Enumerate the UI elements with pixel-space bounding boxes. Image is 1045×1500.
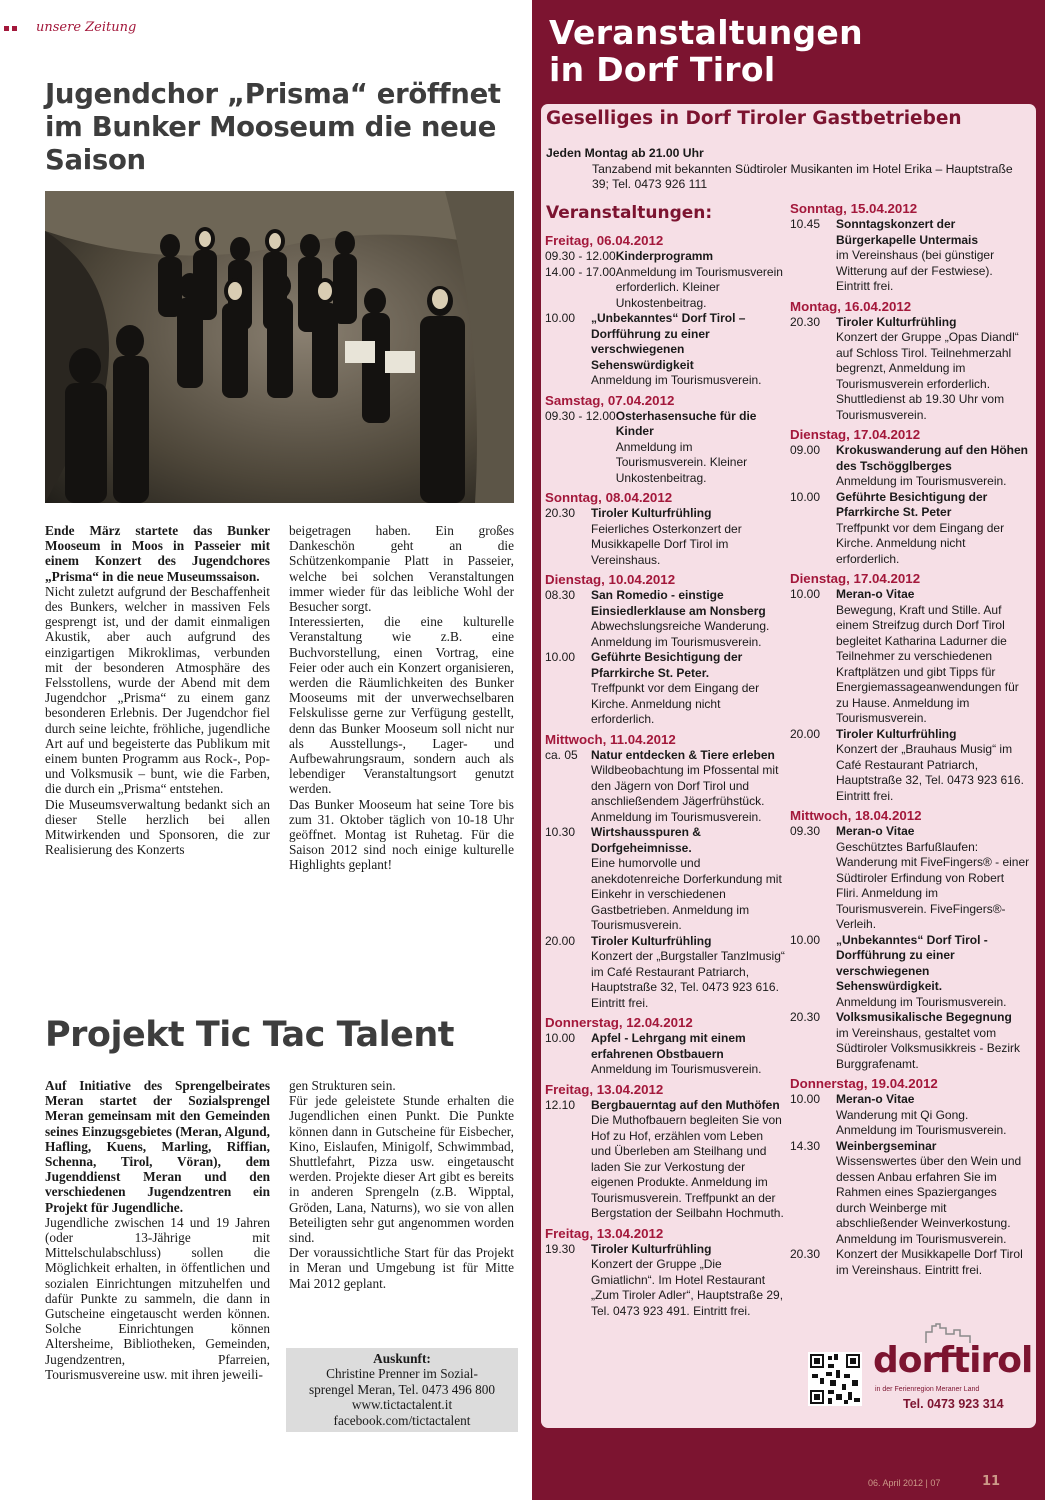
event-body: [591, 825, 785, 934]
logo-subtitle: in der Ferienregion Meraner Land: [875, 1386, 980, 1393]
event-title: „Unbekanntes“ Dorf Tirol - Dorfführung zu einer verschwiegenen Sehenswürdigkeit.: [836, 932, 988, 993]
choir-photo-illustration: [45, 191, 514, 503]
event-body: [591, 1031, 785, 1078]
event-description: Anmeldung im Tourismusverein. Kleiner Unkostenbeitrag.: [615, 439, 748, 485]
event-time: 10.00: [790, 489, 821, 504]
event-title: Tiroler Kulturfrühling: [836, 726, 957, 741]
event-description: Anmeldung im Tourismusverein.: [591, 1062, 762, 1076]
event-day-label: Freitag, 13.04.2012: [545, 1081, 664, 1097]
event-body: [836, 490, 1030, 568]
event-title: „Unbekanntes“ Dorf Tirol – Dorfführung zu einer verschwiegenen Sehenswürdigkeit: [591, 311, 746, 372]
event-day: [545, 1082, 785, 1222]
event-title: Geführte Besichtigung der Pfarrkirche St. Peter.: [591, 650, 743, 680]
events-column-right: [790, 201, 1030, 1278]
events-title-line2: in Dorf Tirol: [549, 50, 776, 89]
qr-code-icon[interactable]: [808, 1352, 862, 1406]
event-body: [591, 1098, 785, 1222]
header-marks: [4, 26, 17, 31]
event-body: [836, 443, 1030, 490]
event-time: 12.10: [545, 1097, 576, 1112]
info-line2: sprengel Meran, Tel. 0473 496 800: [308, 1381, 496, 1397]
event-body: [591, 748, 785, 826]
event-time: 10.00: [790, 587, 821, 601]
event-day-label: Dienstag, 10.04.2012: [545, 572, 676, 587]
event-body: [836, 824, 1030, 933]
event-title: Natur entdecken & Tiere erleben: [591, 747, 775, 762]
event-day: [790, 571, 1030, 804]
article1-column1: [45, 523, 270, 857]
brand-logo: unsere Zeitung: [36, 20, 137, 35]
event-time: 20.00: [790, 726, 821, 741]
event-title: Osterhasensuche für die Kinder: [615, 408, 757, 438]
event-time: 10.30: [545, 825, 576, 839]
info-website[interactable]: www.tictactalent.it: [351, 1397, 453, 1413]
article2-lead: Auf Initiative des Sprengelbeirates Meran startet der Sozialsprengel Meran gemeinsam mit den Gemeinden seines Einzugsgebietes (Meran, Algund, Hafling, Kuens, Marling, Riffian, Schenna, Tirol, Vöran), dem Jugenddienst Meran und den verschiedenen Jugendzentren ein Projekt für Jugendliche.: [45, 1078, 270, 1215]
article2-paragraph3: Für jede geleistete Stunde erhalten die Jugendlichen einen Punkt. Die Punkte können dann in Gutscheine für Eisbecher, Kino, Eislaufen, Minigolf, Schwimmbad, Shuttlefahrt, Pizza usw. eingetauscht werden. Projekte dieser Art gibt es bereits in anderen Sprengeln (z.B. Wipptal, Gröden, Lana, Naturns), wo sie von allen Beteiligten sehr gut angenommen worden sind.: [289, 1093, 514, 1246]
article2-column1: [45, 1078, 270, 1382]
event-item: [545, 265, 785, 312]
event-time: 09.00: [790, 443, 821, 457]
event-description: Anmeldung im Tourismusverein.: [836, 474, 1007, 488]
event-time: 19.30: [545, 1241, 576, 1256]
event-item: [545, 1098, 785, 1222]
event-description: Wanderung mit Qi Gong. Anmeldung im Tourismusverein.: [836, 1107, 1007, 1137]
event-item: [790, 727, 1030, 805]
event-day-label: Sonntag, 15.04.2012: [790, 201, 918, 216]
event-title: San Romedio - einstige Einsiedlerklause am Nonsberg: [591, 588, 766, 618]
event-item: [545, 1242, 785, 1320]
event-body: [836, 933, 1030, 1011]
event-day: [790, 299, 1030, 424]
event-day-label: Mittwoch, 11.04.2012: [545, 731, 676, 747]
event-time: 14.00 - 17.00: [545, 264, 616, 279]
event-title: Apfel - Lehrgang mit einem erfahrenen Obstbauern: [591, 1031, 746, 1061]
event-description: Konzert der Gruppe „Die Gmiatlichn“. Im Hotel Restaurant „Zum Tiroler Adler“, Hauptstraße 29, Tel. 0473 923 491. Eintritt frei.: [591, 1257, 784, 1318]
event-item: [545, 311, 785, 389]
event-body: [591, 588, 785, 650]
event-item: [790, 1092, 1030, 1139]
event-time: 20.30: [790, 314, 821, 329]
event-item: [545, 934, 785, 1012]
events-box-title: Geselliges in Dorf Tiroler Gastbetrieben: [546, 108, 962, 129]
event-time: 10.00: [545, 650, 576, 664]
event-time: 10.00: [790, 932, 821, 947]
event-body: [591, 1242, 785, 1320]
event-item: [790, 217, 1030, 295]
event-time: 20.30: [545, 506, 576, 520]
dorftirol-logo: dorftirol: [873, 1340, 1033, 1381]
event-item: [790, 587, 1030, 727]
event-time: 20.30: [790, 1010, 821, 1024]
event-title: Wirtshausspuren & Dorfgeheimnisse.: [591, 825, 701, 855]
event-day-label: Montag, 16.04.2012: [790, 298, 912, 314]
event-day: [545, 1015, 785, 1078]
event-item: [790, 315, 1030, 424]
event-day-label: Freitag, 13.04.2012: [545, 1225, 664, 1241]
event-description: Die Muthofbauern begleiten Sie von Hof zu Hof, erzählen vom Leben und Überleben am Steilhang und laden Sie zur Verkostung der eigenen Produkte. Anmeldung im Tourismusverein. Treffpunkt an der Bergstation der Seilbahn Hochmuth.: [591, 1113, 784, 1220]
event-description: Konzert der „Burgstaller Tanzlmusig“ im Café Restaurant Patriarch, Hauptstraße 32, Tel. 0473 923 616. Eintritt frei.: [591, 949, 785, 1010]
event-description: Bewegung, Kraft und Stille. Auf einem Streifzug durch Dorf Tirol begleitet Katharina Ladurner die Teilnehmer zu verschiedenen Kraftplätzen und gibt Tipps für Energiemassageanwendungen für zu Hause. Anmeldung im Tourismusverein.: [836, 602, 1019, 725]
event-item: [545, 249, 785, 265]
event-day-label: Dienstag, 17.04.2012: [790, 571, 921, 586]
event-time: 10.00: [545, 311, 576, 325]
event-title: Sonntagskonzert der Bürgerkapelle Untermais: [836, 217, 979, 247]
event-day-label: Donnerstag, 12.04.2012: [545, 1015, 693, 1030]
event-time: 08.30: [545, 588, 576, 602]
info-facebook[interactable]: facebook.com/tictactalent: [333, 1412, 471, 1428]
event-day-label: Sonntag, 08.04.2012: [545, 490, 673, 505]
event-description: Wissenswertes über den Wein und dessen Anbau erfahren Sie im Rahmen eines Spazierganges durch Weinberge mit abschließender Weinverkostung. Anmeldung im Tourismusverein.: [836, 1154, 1022, 1246]
article1-paragraph1: Nicht zuletzt aufgrund der Beschaffenheit des Bunkers, welcher in massiven Fels gesprengt ist, und der damit einmaligen Akustik, aber auch aufgrund des einzigartigen Mikroklimas, verbunden mit der besonderen Atmosphäre des Felsstollens, wurde der Abend mit dem Jugendchor „Prisma“ zu einem ganz besonderen Erlebnis. Der Jugendchor fiel durch seine leichte, fröhliche, jugendliche Art auf und begeisterte das Publikum mit einem bunten Programm aus Rock-, Pop- und Volksmusik – bunt, wie die Farben, die durch ein „Prisma“ entstehen.: [45, 583, 270, 797]
page-number: 11: [982, 1474, 1001, 1489]
event-day-label: Dienstag, 17.04.2012: [790, 427, 921, 442]
event-title: Tiroler Kulturfrühling: [591, 506, 712, 520]
event-title: Meran-o Vitae: [836, 824, 915, 838]
event-description: Anmeldung im Tourismusverein.: [591, 373, 762, 387]
info-line1: Christine Prenner im Sozial-: [326, 1366, 478, 1382]
event-item: [790, 1247, 1030, 1278]
event-time: ca. 05: [545, 747, 578, 762]
event-time: 10.45: [790, 217, 821, 231]
event-body: [836, 1010, 1030, 1072]
event-day: [545, 1226, 785, 1320]
article1-paragraph4: Interessierten, die eine kulturelle Veranstaltung wie z.B. eine Buchvorstellung, einen Vortrag, eine Feier oder auch ein Konzert organisieren, werden die Räumlichkeiten des Bunker Mooseums mit der unverwechselbaren Felskulisse gerne zur Verfügung gestellt, denn das Bunker Mooseum soll nicht nur als Ausstellungs-, Lager- und Aufbewahrungsraum, sondern auch als lebendiger Veranstaltungsort genutzt werden.: [289, 614, 514, 797]
event-time: 14.30: [790, 1138, 821, 1153]
event-description: Abwechslungsreiche Wanderung. Anmeldung im Tourismusverein.: [591, 619, 770, 649]
info-heading: Auskunft:: [373, 1351, 431, 1366]
event-time: 20.00: [545, 933, 576, 948]
event-body: [616, 409, 785, 487]
events-title: [549, 14, 863, 88]
event-time: 09.30 - 12.00: [545, 249, 616, 263]
article1-paragraph3: beigetragen haben. Ein großes Dankeschön geht an die Schützenkompanie Platt in Passeier, welche bei solchen Veranstaltungen immer wieder für das leibliche Wohl der Besucher sorgt.: [289, 523, 514, 615]
event-item: [790, 1139, 1030, 1248]
event-day: [545, 393, 785, 487]
event-description: Anmeldung im Tourismusverein erforderlich. Kleiner Unkostenbeitrag.: [615, 264, 783, 310]
event-title: Meran-o Vitae: [836, 1092, 915, 1106]
event-title: Tiroler Kulturfrühling: [836, 314, 957, 329]
event-description: im Vereinshaus (bei günstiger Witterung auf der Festwiese). Eintritt frei.: [836, 248, 995, 293]
event-item: [545, 1031, 785, 1078]
event-title: Kinderprogramm: [615, 249, 714, 263]
event-day: [545, 233, 785, 389]
event-item: [790, 490, 1030, 568]
event-body: [591, 506, 785, 568]
info-box: [286, 1348, 518, 1432]
event-item: [790, 1010, 1030, 1072]
choir-photo: [45, 191, 514, 503]
event-description: Konzert der „Brauhaus Musig“ im Café Restaurant Patriarch, Hauptstraße 32, Tel. 0473 923 616. Eintritt frei.: [836, 742, 1024, 803]
event-body: [836, 1092, 1030, 1139]
event-body: [591, 650, 785, 728]
event-body: [836, 217, 1030, 295]
footer-date: 06. April 2012 | 07: [868, 1478, 941, 1488]
event-day-label: Donnerstag, 19.04.2012: [790, 1076, 938, 1091]
event-title: Volksmusikalische Begegnung: [836, 1010, 1012, 1024]
event-description: Konzert der Gruppe „Opas Diandl“ auf Schloss Tirol. Teilnehmerzahl begrenzt, Anmeldung im Tourismusverein erforderlich. Shuttledienst ab 19.30 Uhr vom Tourismusverein.: [836, 330, 1019, 422]
event-description: Anmeldung im Tourismusverein.: [836, 994, 1007, 1009]
event-day: [790, 808, 1030, 1072]
article-title-tictac: Projekt Tic Tac Talent: [45, 1015, 454, 1055]
events-column-left: [545, 233, 785, 1319]
event-title: Geführte Besichtigung der Pfarrkirche St. Peter: [836, 489, 988, 519]
event-description: Feierliches Osterkonzert der Musikkapelle Dorf Tirol im Vereinshaus.: [591, 521, 742, 567]
event-time: 10.00: [790, 1092, 821, 1106]
weekly-label: Jeden Montag ab 21.00 Uhr: [546, 146, 704, 160]
event-description: Eine humorvolle und anekdotenreiche Dorferkundung mit Einkehr in verschiedenen Gastbetrieben. Anmeldung im Tourismusverein.: [591, 856, 782, 932]
article-title-prisma: Jugendchor „Prisma“ eröffnet im Bunker Mooseum die neue Saison: [45, 78, 501, 176]
event-body: [836, 315, 1030, 424]
event-title: Bergbauerntag auf den Muthöfen: [591, 1097, 780, 1112]
event-item: [790, 824, 1030, 933]
article2-paragraph4: Der voraussichtliche Start für das Projekt in Meran und Umgebung ist für Mitte Mai 2012 geplant.: [289, 1245, 514, 1291]
event-body: [591, 311, 785, 389]
event-title: Krokuswanderung auf den Höhen des Tschögglberges: [836, 443, 1029, 473]
event-item: [545, 588, 785, 650]
event-day: [790, 427, 1030, 567]
event-body: [616, 265, 785, 312]
event-body: [591, 934, 785, 1012]
event-title: Weinbergseminar: [836, 1138, 937, 1153]
weekly-text: Tanzabend mit bekannten Südtiroler Musikanten im Hotel Erika – Hauptstraße 39; Tel. 0473 926 111: [592, 161, 1013, 191]
event-day-label: Mittwoch, 18.04.2012: [790, 808, 922, 823]
event-description: Wildbeobachtung im Pfossental mit den Jägern von Dorf Tirol und anschließendem Jägerfrühstück. Anmeldung im Tourismusverein.: [591, 763, 779, 824]
event-time: 09.30 - 12.00: [545, 408, 616, 423]
logo-phone: Tel. 0473 923 314: [903, 1397, 1004, 1411]
event-time: 10.00: [545, 1031, 576, 1045]
event-item: [545, 748, 785, 826]
event-description: Treffpunkt vor dem Eingang der Kirche. Anmeldung nicht erforderlich.: [591, 681, 760, 726]
article1-column2: [289, 523, 514, 873]
event-item: [545, 409, 785, 487]
event-item: [545, 825, 785, 934]
event-time: 09.30: [790, 824, 821, 838]
article1-paragraph5: Das Bunker Mooseum hat seine Tore bis zum 31. Oktober täglich von 10-18 Uhr geöffnet. Montag ist Ruhetag. Für die Saison 2012 sind noch einige kulturelle Highlights geplant!: [289, 796, 514, 873]
event-time: 20.30: [790, 1247, 821, 1261]
event-item: [545, 506, 785, 568]
event-title: Tiroler Kulturfrühling: [591, 1241, 712, 1256]
events-heading: Veranstaltungen:: [546, 203, 713, 223]
weekly-event: [546, 146, 1026, 193]
event-body: [616, 249, 785, 265]
events-title-line1: Veranstaltungen: [549, 13, 863, 52]
article2-column2: [289, 1078, 514, 1291]
event-item: [545, 650, 785, 728]
event-description: im Vereinshaus, gestaltet vom Südtiroler Volksmusikkreis - Bezirk Burggrafenamt.: [836, 1025, 1021, 1071]
event-day: [790, 1076, 1030, 1278]
event-item: [790, 933, 1030, 1011]
event-description: Treffpunkt vor dem Eingang der Kirche. Anmeldung nicht erforderlich.: [836, 520, 1005, 566]
event-body: [836, 1139, 1030, 1248]
event-title: Meran-o Vitae: [836, 587, 915, 601]
event-day: [790, 201, 1030, 295]
event-day: [545, 732, 785, 1012]
article1-lead: Ende März startete das Bunker Mooseum in Moos in Passeier mit einem Konzert des Jugendchores „Prisma“ in die neue Museumssaison.: [45, 523, 270, 584]
event-body: [836, 587, 1030, 727]
event-day: [545, 572, 785, 728]
event-description: Konzert der Musikkapelle Dorf Tirol im Vereinshaus. Eintritt frei.: [836, 1247, 1023, 1277]
event-title: Tiroler Kulturfrühling: [591, 933, 712, 948]
article1-paragraph2: Die Museumsverwaltung bedankt sich an dieser Stelle herzlich bei allen Mitwirkenden und Sponsoren, die zur Realisierung des Konzerts: [45, 796, 270, 858]
event-day-label: Samstag, 07.04.2012: [545, 392, 675, 408]
event-day-label: Freitag, 06.04.2012: [545, 233, 664, 248]
event-item: [790, 443, 1030, 490]
event-body: [836, 727, 1030, 805]
event-body: [836, 1247, 1030, 1278]
article2-paragraph1: Jugendliche zwischen 14 und 19 Jahren (oder 13-Jährige mit Mittelschulabschluss) sollen die Möglichkeit erhalten, in öffentlichen und sozialen Einrichtungen mitzuhelfen und dafür Punkte zu sammeln, die dann in Gutscheine eingetauscht werden können. Solche Einrichtungen können Altersheime, Bibliotheken, Gemeinden, Jugendzentren, Pfarreien, Tourismusvereine usw. mit ihren jeweili-: [45, 1214, 270, 1382]
event-day: [545, 490, 785, 568]
article2-paragraph2: gen Strukturen sein.: [289, 1078, 396, 1093]
event-description: Geschütztes Barfußlaufen: Wanderung mit FiveFingers® - einer Südtiroler Erfindung von Robert Fliri. Anmeldung im Tourismusverein. FiveFingers®-Verleih.: [836, 839, 1030, 931]
